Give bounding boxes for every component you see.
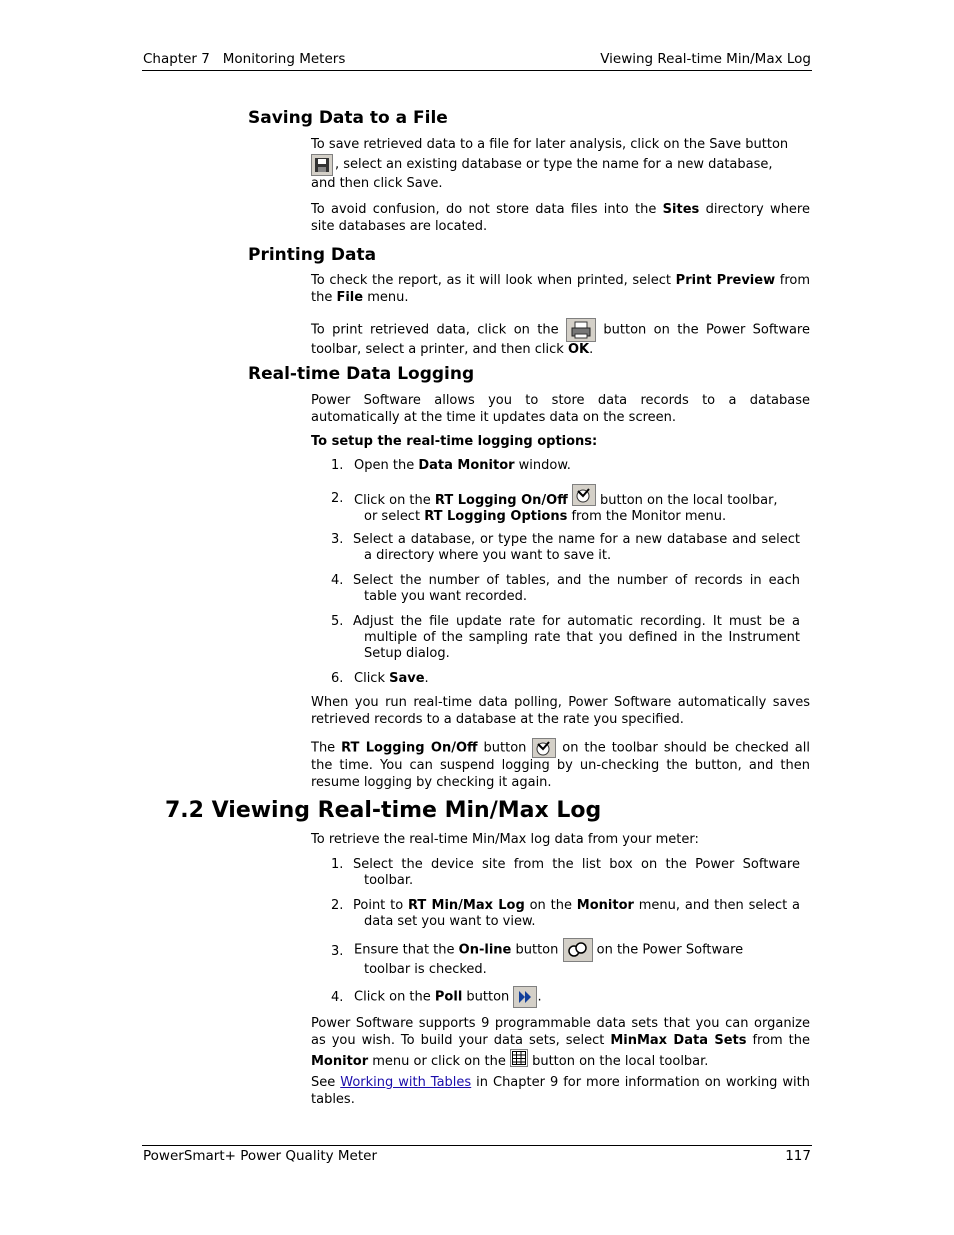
list-item: 1. Open the Data Monitor window. — [331, 458, 571, 473]
minmax-paragraph-2: See Working with Tables in Chapter 9 for more information on working with tables. — [311, 1075, 810, 1107]
list-item: 4. Select the number of tables, and the number of records in each table you want recorded. — [331, 573, 800, 604]
list-item: 2. Point to RT Min/Max Log on the Monitor menu, and then select a data set you want to view. — [331, 898, 800, 929]
printing-paragraph-1: To check the report, as it will look when printed, select Print Preview from the File menu. — [311, 273, 810, 305]
realtime-paragraph-1: Power Software allows you to store data records to a database automatically at the time it updates data on the screen. — [311, 393, 810, 425]
realtime-paragraph-3: The RT Logging On/Off button on the toolbar should be checked all the time. You can suspend logging by un-checking the button, and then resume logging by checking it again. — [311, 738, 810, 791]
list-item: 3. Select a database, or type the name for a new database and select a directory where you want to save it. — [331, 532, 800, 563]
minmax-paragraph-1: Power Software supports 9 programmable data sets that you can organize as you wish. To build your data sets, select MinMax Data Sets from the Monitor menu or click on the button on the local toolbar. — [311, 1016, 810, 1069]
table-icon — [510, 1049, 528, 1067]
saving-paragraph-1: To save retrieved data to a file for later analysis, click on the Save button , select an existing database or type the name for a new database, and then click Save. — [311, 137, 789, 191]
working-with-tables-link[interactable]: Working with Tables — [340, 1075, 472, 1090]
footer-rule — [142, 1145, 812, 1146]
online-icon — [563, 938, 593, 962]
header-rule — [142, 70, 812, 71]
poll-icon — [513, 986, 537, 1008]
realtime-paragraph-2: When you run real-time data polling, Power Software automatically saves retrieved records to a database at the rate you specified. — [311, 695, 810, 727]
page-number: 117 — [785, 1148, 811, 1164]
heading-printing-data: Printing Data — [248, 245, 377, 265]
list-item: 3. Ensure that the On-line button on the Power Software toolbar is checked. — [331, 938, 800, 978]
list-item: 2. Click on the RT Logging On/Off button on the local toolbar, or select RT Logging Options from the Monitor menu. — [331, 484, 800, 525]
list-item: 1. Select the device site from the list box on the Power Software toolbar. — [331, 857, 800, 888]
list-item: 4. Click on the Poll button . — [331, 986, 800, 1008]
minmax-intro: To retrieve the real-time Min/Max log data from your meter: — [311, 832, 699, 847]
printing-paragraph-2: To print retrieved data, click on the button on the Power Software toolbar, select a printer, and then click OK. — [311, 318, 810, 359]
heading-minmax-log: 7.2 Viewing Real-time Min/Max Log — [165, 798, 602, 823]
printer-icon — [566, 318, 596, 342]
header-section: Viewing Real-time Min/Max Log — [600, 51, 811, 67]
heading-realtime-logging: Real-time Data Logging — [248, 364, 475, 384]
heading-saving-data: Saving Data to a File — [248, 108, 448, 128]
list-item: 5. Adjust the file update rate for automatic recording. It must be a multiple of the sampling rate that you defined in the Instrument Setup dialog. — [331, 614, 800, 661]
save-icon — [311, 154, 333, 176]
rt-logging-icon — [532, 738, 556, 758]
footer-product: PowerSmart+ Power Quality Meter — [143, 1148, 377, 1164]
realtime-lead: To setup the real-time logging options: — [311, 434, 598, 449]
header-chapter: Chapter 7 Monitoring Meters — [143, 51, 346, 67]
saving-paragraph-2: To avoid confusion, do not store data files into the Sites directory where site databases are located. — [311, 202, 810, 234]
rt-logging-icon — [572, 484, 596, 506]
list-item: 6. Click Save. — [331, 671, 429, 686]
